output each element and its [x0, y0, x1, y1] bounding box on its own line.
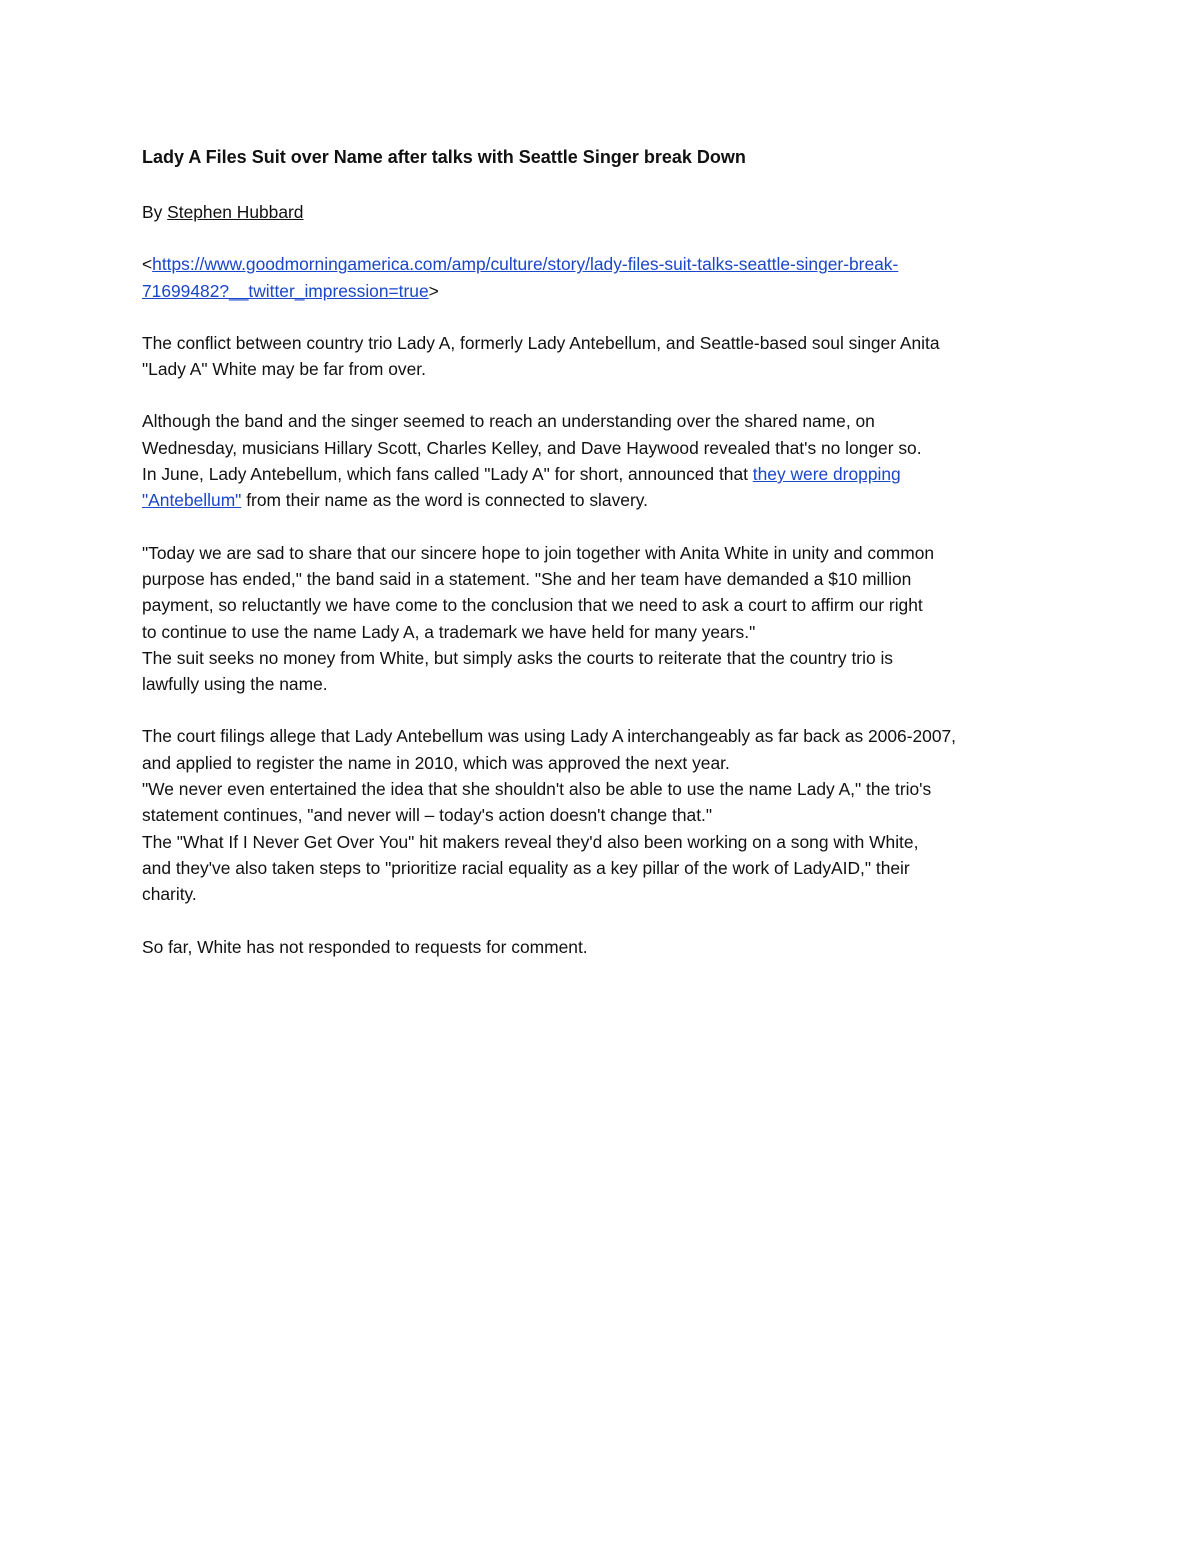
source-url-link-part-1[interactable]: https://www.goodmorningamerica.com/amp/culture/story/lady-files-suit-talks-seattle-singer-break- [152, 254, 899, 275]
paragraph-5 [142, 934, 1062, 960]
paragraph-2-line-4 [142, 487, 1062, 513]
paragraph-3-line-2: purpose has ended," the band said in a statement. "She and her team have demanded a $10 million [142, 568, 912, 589]
paragraph-4-line-1: The court filings allege that Lady Antebellum was using Lady A interchangeably as far back as 2006-2007, [142, 726, 957, 747]
article-title: Lady A Files Suit over Name after talks with Seattle Singer break Down [142, 147, 746, 167]
paragraph-1-line-1: The conflict between country trio Lady A, formerly Lady Antebellum, and Seattle-based soul singer Anita [142, 332, 940, 353]
paragraph-3-line-5: The suit seeks no money from White, but simply asks the courts to reiterate that the country trio is [142, 647, 894, 668]
paragraph-2-line-2: Wednesday, musicians Hillary Scott, Charles Kelley, and Dave Haywood revealed that's no longer so. [142, 437, 922, 458]
paragraph-5-line-1: So far, White has not responded to requests for comment. [142, 936, 588, 957]
paragraph-1-line-2: "Lady A" White may be far from over. [142, 359, 426, 380]
paragraph-4-line-2: and applied to register the name in 2010, which was approved the next year. [142, 752, 730, 773]
paragraph-4-line-3: "We never even entertained the idea that she shouldn't also be able to use the name Lady A," the trio's [142, 779, 932, 800]
source-url [142, 251, 1062, 304]
paragraph-3-line-4: to continue to use the name Lady A, a trademark we have held for many years." [142, 621, 756, 642]
url-open-bracket: < [142, 254, 153, 275]
paragraph-2-line-3-text: In June, Lady Antebellum, which fans called "Lady A" for short, announced that [142, 464, 753, 485]
paragraph-3-line-3: payment, so reluctantly we have come to the conclusion that we need to ask a court to affirm our right [142, 595, 923, 616]
source-url-line-1 [142, 251, 1062, 277]
paragraph-2 [142, 408, 1062, 513]
paragraph-4-line-6: and they've also taken steps to "prioritize racial equality as a key pillar of the work of LadyAID," their [142, 857, 910, 878]
paragraph-3 [142, 540, 1062, 698]
paragraph-2-line-4-text: from their name as the word is connected to slavery. [241, 490, 648, 511]
paragraph-2-line-3 [142, 461, 1062, 487]
document-page [142, 142, 1062, 986]
antebellum-link-part-1[interactable]: they were dropping [752, 464, 901, 485]
url-close-bracket: > [428, 280, 439, 301]
paragraph-4-line-7: charity. [142, 884, 197, 905]
source-url-line-2 [142, 278, 1062, 304]
paragraph-4 [142, 723, 1062, 907]
antebellum-link-part-2[interactable]: "Antebellum" [142, 490, 242, 511]
byline [142, 199, 1062, 225]
paragraph-3-line-6: lawfully using the name. [142, 674, 328, 695]
paragraph-2-line-1: Although the band and the singer seemed to reach an understanding over the shared name, on [142, 411, 875, 432]
paragraph-3-line-1: "Today we are sad to share that our sincere hope to join together with Anita White in unity and common [142, 542, 935, 563]
byline-author-link[interactable]: Stephen Hubbard [167, 202, 304, 222]
paragraph-4-line-4: statement continues, "and never will – today's action doesn't change that." [142, 805, 713, 826]
byline-prefix: By [142, 202, 168, 222]
paragraph-1 [142, 330, 1062, 383]
source-url-link-part-2[interactable]: 71699482?__twitter_impression=true [142, 280, 429, 301]
paragraph-4-line-5: The "What If I Never Get Over You" hit makers reveal they'd also been working on a song with White, [142, 831, 919, 852]
